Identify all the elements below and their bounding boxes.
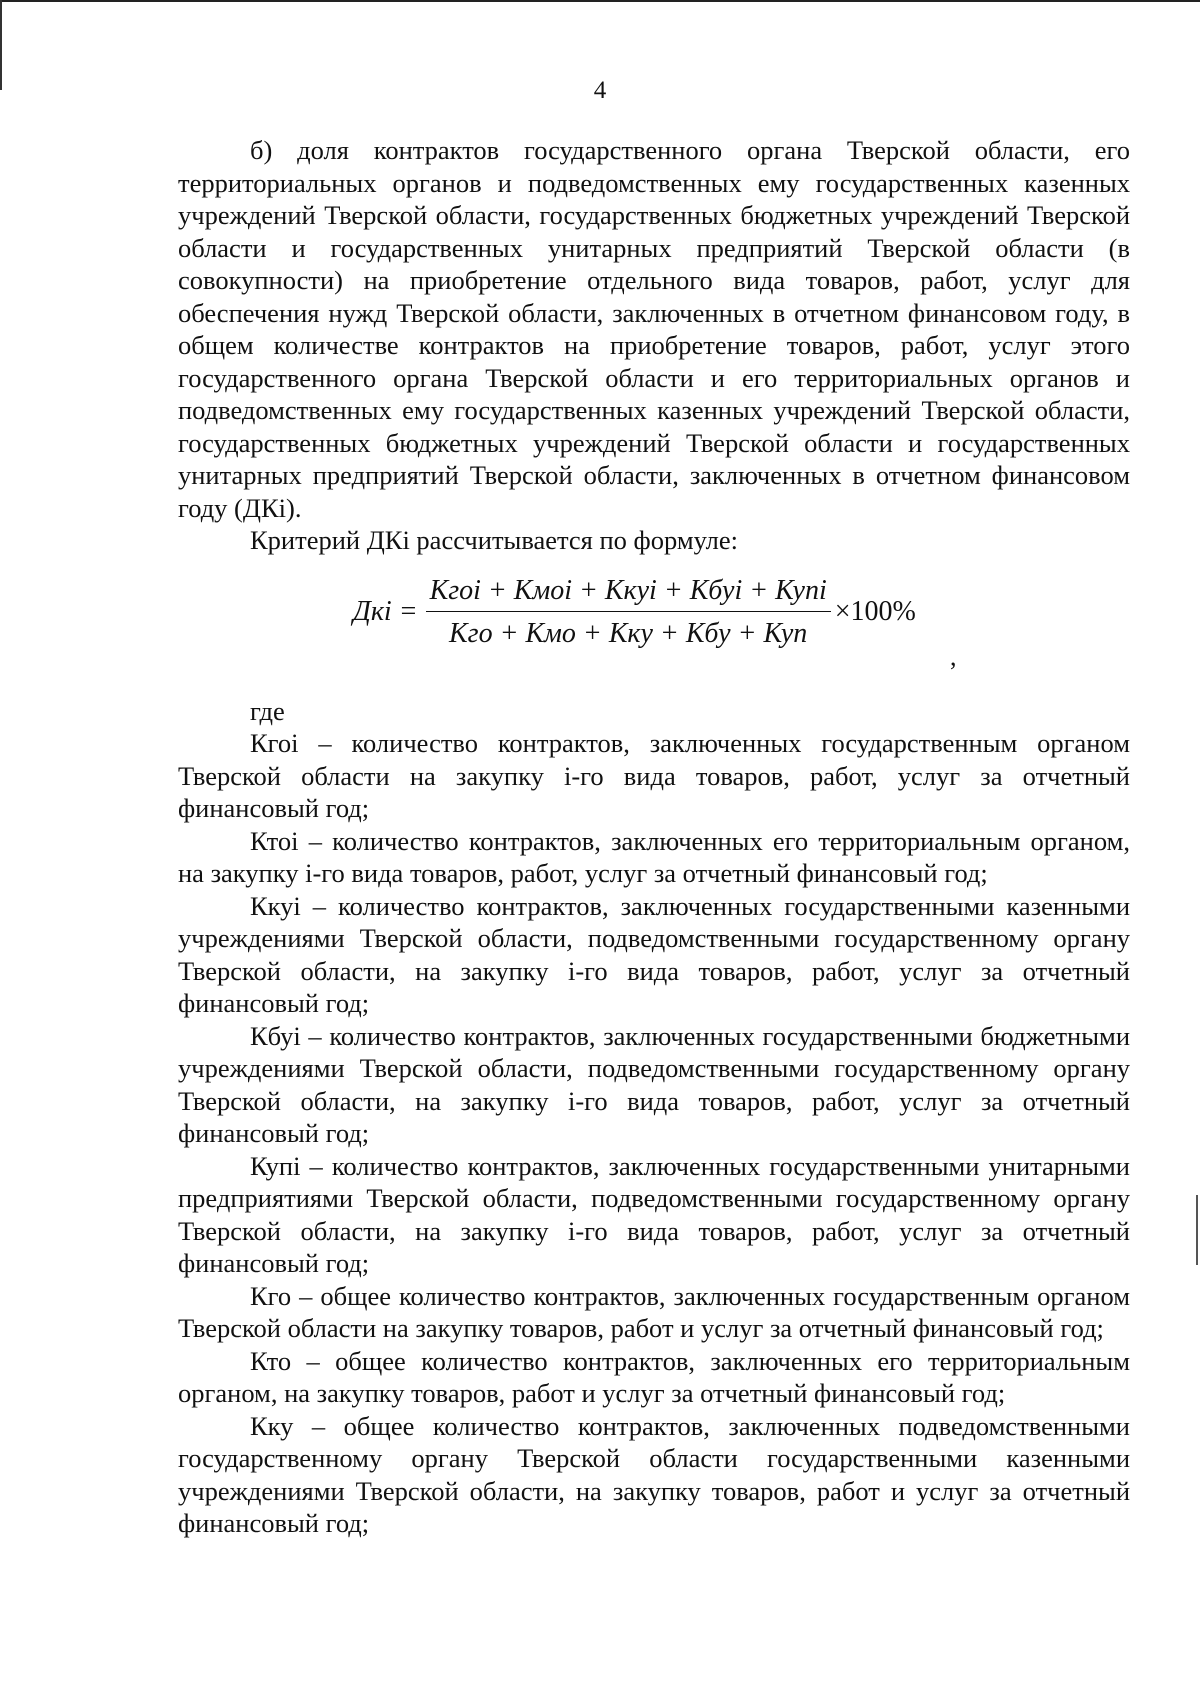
definition-kgo: Кго – общее количество контрактов, заключенных государственным органом Тверской области на закупку товаров, работ и услуг за отчетный финансовый год; xyxy=(178,1280,1130,1343)
formula-denominator: Кго + Кмо + Кку + Кбу + Куп xyxy=(449,618,808,649)
formula-block xyxy=(178,575,1130,685)
formula-numerator: Кгоі + Кмоі + Ккуі + Кбуі + Купі xyxy=(426,575,831,613)
scan-edge-right xyxy=(1196,1195,1198,1265)
formula-comma: , xyxy=(950,641,957,671)
definition-kkui: Ккуi – количество контрактов, заключенных государственными казенными учреждениями Тверской области, подведомственными государственному органу Тверской области, на закупку i-го вида товаров, работ, услуг за отчетный финансовый год; xyxy=(178,890,1130,1018)
document-body xyxy=(178,134,1130,1540)
where-label: где xyxy=(250,695,285,726)
definition-ktoi: Ктоi – количество контрактов, заключенных его территориальным органом, на закупку i-го вида товаров, работ, услуг за отчетный финансовый год; xyxy=(178,825,1130,888)
paragraph-formula-intro: Критерий ДКi рассчитывается по формуле: xyxy=(250,525,739,555)
definition-kbui: Кбуi – количество контрактов, заключенных государственными бюджетными учреждениями Тверской области, подведомственными государственному органу Тверской области, на закупку i-го вида товаров, работ, услуг за отчетный финансовый год; xyxy=(178,1020,1130,1148)
formula xyxy=(353,575,916,651)
formula-fraction xyxy=(426,575,831,651)
definition-kto: Кто – общее количество контрактов, заключенных его территориальным органом, на закупку товаров, работ и услуг за отчетный финансовый год; xyxy=(178,1345,1130,1408)
definition-kupi: Купi – количество контрактов, заключенных государственными унитарными предприятиями Тверской области, подведомственными государственному органу Тверской области, на закупку i-го вида товаров, работ, услуг за отчетный финансовый год; xyxy=(178,1150,1130,1278)
formula-lhs: Дкі = xyxy=(353,596,418,628)
paragraph-share-definition: б) доля контрактов государственного органа Тверской области, его территориальных органов и подведомственных ему государственных казенных учреждений Тверской области, государственных бюджетных учреждений Тверской области и государственных унитарных предприятий Тверской области (в совокупности) на приобретение отдельного вида товаров, работ, услуг для обеспечения нужд Тверской области, заключенных в отчетном финансовом году, в общем количестве контрактов на приобретение товаров, работ, услуг этого государственного органа Тверской области и его территориальных органов и подведомственных ему государственных казенных учреждений Тверской области, государственных бюджетных учреждений Тверской области и государственных унитарных предприятий Тверской области, заключенных в отчетном финансовом году (ДКi). xyxy=(178,135,1130,523)
definition-kku: Кку – общее количество контрактов, заключенных подведомственными государственному органу Тверской области государственными казенными учреждениями Тверской области, на закупку товаров, работ и услуг за отчетный финансовый год; xyxy=(178,1410,1130,1538)
formula-multiplier: ×100% xyxy=(834,596,916,628)
definition-kgoi: Кгоi – количество контрактов, заключенных государственным органом Тверской области на закупку i-го вида товаров, работ, услуг за отчетный финансовый год; xyxy=(178,728,1130,823)
scan-edge-top xyxy=(0,0,1200,2)
page-number: 4 xyxy=(593,77,607,104)
